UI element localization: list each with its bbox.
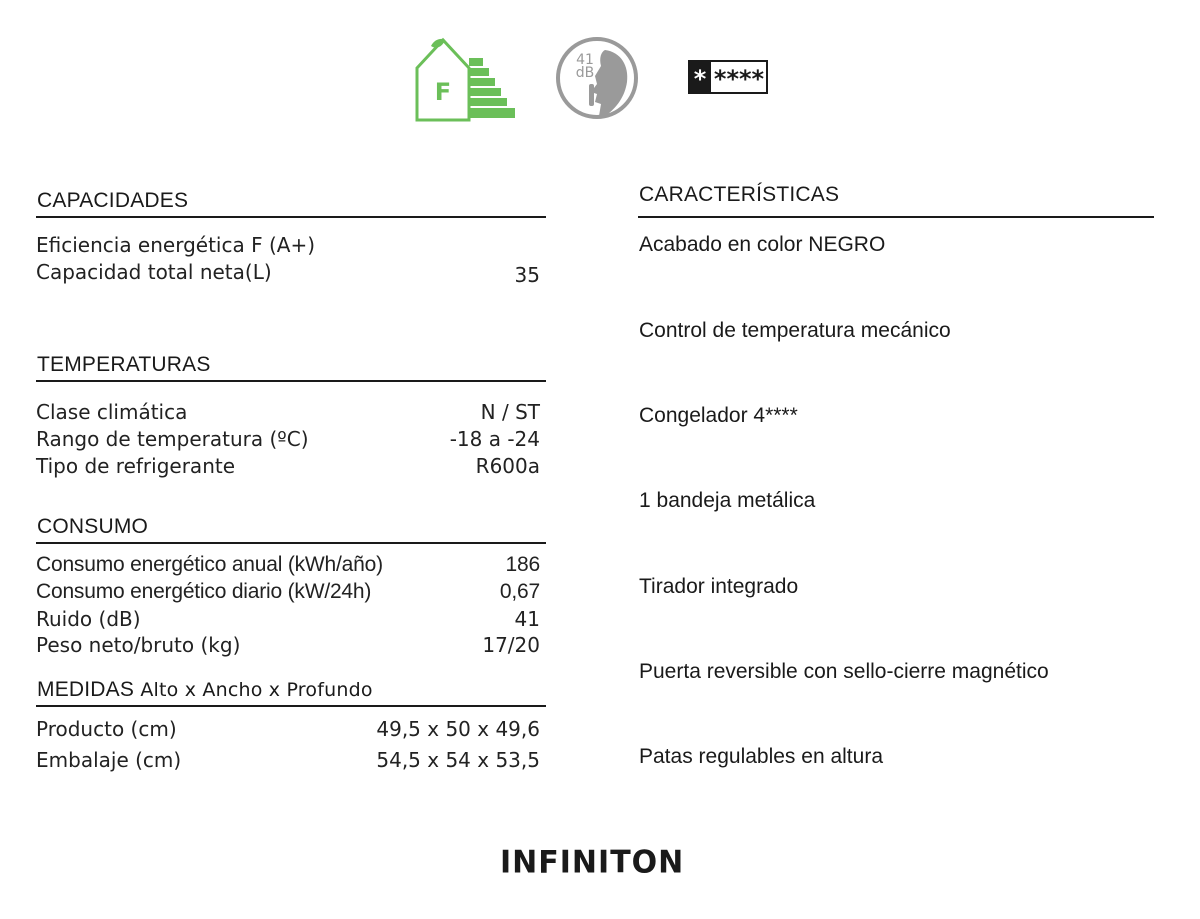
section-title-temperaturas: TEMPERATURAS [37, 353, 211, 376]
section-divider [36, 705, 546, 707]
noise-level-icon [555, 36, 639, 120]
brand-logo: INFINITON [500, 844, 685, 881]
spec-label: Tipo de refrigerante [36, 454, 236, 478]
spec-label: Capacidad total neta(L) [36, 260, 272, 284]
noise-db-value: 41 [576, 52, 594, 68]
noise-db-unit: dB [575, 65, 595, 81]
spec-value: N / ST [480, 400, 540, 424]
medidas-title: MEDIDAS [37, 678, 135, 701]
energy-class-label: F [434, 78, 452, 106]
spec-label: Rango de temperatura (ºC) [36, 427, 309, 451]
section-title-caracteristicas: CARACTERÍSTICAS [639, 183, 840, 206]
spec-label: Embalaje (cm) [36, 748, 182, 772]
spec-value: R600a [475, 454, 540, 478]
freezer-star-rating-icon [688, 60, 768, 94]
spec-value: 35 [514, 263, 540, 287]
spec-value: 17/20 [482, 633, 540, 657]
section-divider [36, 216, 546, 218]
spec-label: Consumo energético anual (kWh/año) [36, 553, 383, 576]
spec-label: Peso neto/bruto (kg) [36, 633, 241, 657]
spec-label: Clase climática [36, 400, 188, 424]
spec-label: Eficiencia energética F (A+) [36, 233, 316, 257]
freezer-rating-stars: **** [713, 65, 765, 93]
feature-item: Congelador 4**** [639, 404, 798, 427]
feature-item: Puerta reversible con sello-cierre magnético [639, 660, 1049, 683]
spec-value: 49,5 x 50 x 49,6 [376, 717, 540, 741]
energy-class-icon [413, 36, 519, 122]
section-title-consumo: CONSUMO [37, 515, 149, 538]
section-divider [36, 542, 546, 544]
feature-item: Tirador integrado [639, 575, 799, 598]
feature-item: Acabado en color NEGRO [639, 233, 886, 256]
medidas-subtitle: Alto x Ancho x Profundo [134, 679, 373, 701]
spec-label: Ruido (dB) [36, 607, 141, 631]
spec-value: 54,5 x 54 x 53,5 [376, 748, 540, 772]
section-title-medidas [37, 678, 373, 702]
spec-value: 41 [514, 607, 540, 631]
spec-value: 0,67 [499, 580, 540, 603]
svg-text:*: * [693, 65, 707, 93]
spec-label: Producto (cm) [36, 717, 177, 741]
feature-item: Patas regulables en altura [639, 745, 883, 768]
spec-value: -18 a -24 [449, 427, 540, 451]
spec-value: 186 [505, 553, 540, 576]
spec-label: Consumo energético diario (kW/24h) [36, 580, 372, 603]
feature-item: 1 bandeja metálica [639, 489, 816, 512]
section-divider [638, 216, 1154, 218]
section-divider [36, 380, 546, 382]
feature-item: Control de temperatura mecánico [639, 319, 951, 342]
section-title-capacidades: CAPACIDADES [37, 189, 189, 212]
